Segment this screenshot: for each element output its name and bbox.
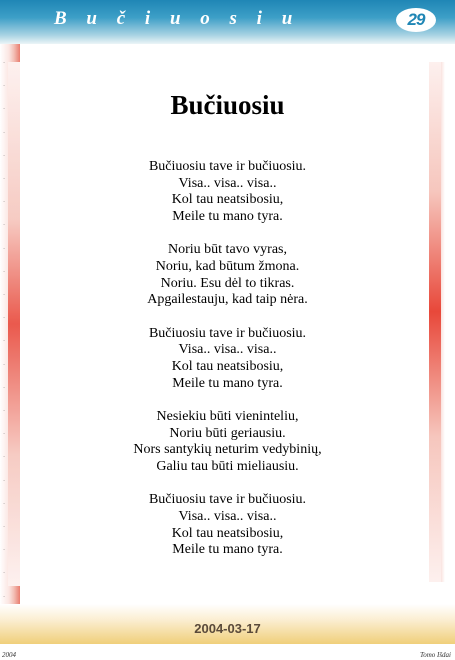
poem-line: Nors santykių neturim vedybinių, — [133, 442, 322, 458]
poem-line: Noriu būti geriausiu. — [169, 425, 286, 441]
poem-line: Bučiuosiu tave ir bučiuosiu. — [148, 325, 307, 341]
stanza — [60, 159, 395, 226]
poem-line: Apgailestauju, kad taip nėra. — [147, 292, 308, 308]
right-strip-shadow — [441, 62, 445, 582]
header-bar — [0, 0, 455, 44]
poem-body — [60, 159, 395, 576]
poem-line: Kol tau neatsibosiu, — [171, 525, 284, 541]
poem-line: Meile tu mano tyra. — [172, 542, 283, 558]
header-title: B u č i u o s i u — [54, 8, 300, 29]
poem-line: Meile tu mano tyra. — [172, 375, 283, 391]
poem-line: Noriu. Esu dėl to tikras. — [160, 275, 295, 291]
stanza — [60, 409, 395, 476]
poem-title: Bučiuosiu — [170, 90, 285, 120]
poem-line: Bučiuosiu tave ir bučiuosiu. — [148, 159, 307, 174]
page-number-badge — [396, 8, 436, 32]
stanza — [60, 326, 395, 393]
stanza — [60, 492, 395, 559]
poem-line: Kol tau neatsibosiu, — [171, 359, 284, 375]
poem-line: Meile tu mano tyra. — [172, 209, 283, 225]
stanza — [60, 242, 395, 309]
poem-line: Visa.. visa.. visa.. — [178, 342, 277, 358]
poem-line: Bučiuosiu tave ir bučiuosiu. — [148, 492, 307, 508]
footer-year: 2004 — [2, 651, 16, 659]
poem-line: Kol tau neatsibosiu, — [171, 192, 284, 208]
poem-line: Visa.. visa.. visa.. — [178, 175, 277, 191]
poem-line: Noriu, kad būtum žmona. — [155, 259, 300, 275]
poem-line: Galiu tau būti mieliausiu. — [156, 459, 299, 475]
footer-credit: Tomo Išdai — [419, 651, 451, 659]
left-gradient-bar — [8, 62, 20, 586]
poem-line: Visa.. visa.. visa.. — [178, 508, 277, 524]
page-number: 29 — [407, 10, 425, 29]
poem-line: Nesiekiu būti vieninteliu, — [156, 408, 299, 424]
poem-line: Noriu būt tavo vyras, — [168, 242, 287, 258]
poem-date: 2004-03-17 — [194, 621, 261, 636]
left-margin-marks: · · · · · · · · · · · · · · · · · · · · · · · · — [3, 60, 5, 600]
right-gradient-bar — [429, 62, 441, 582]
